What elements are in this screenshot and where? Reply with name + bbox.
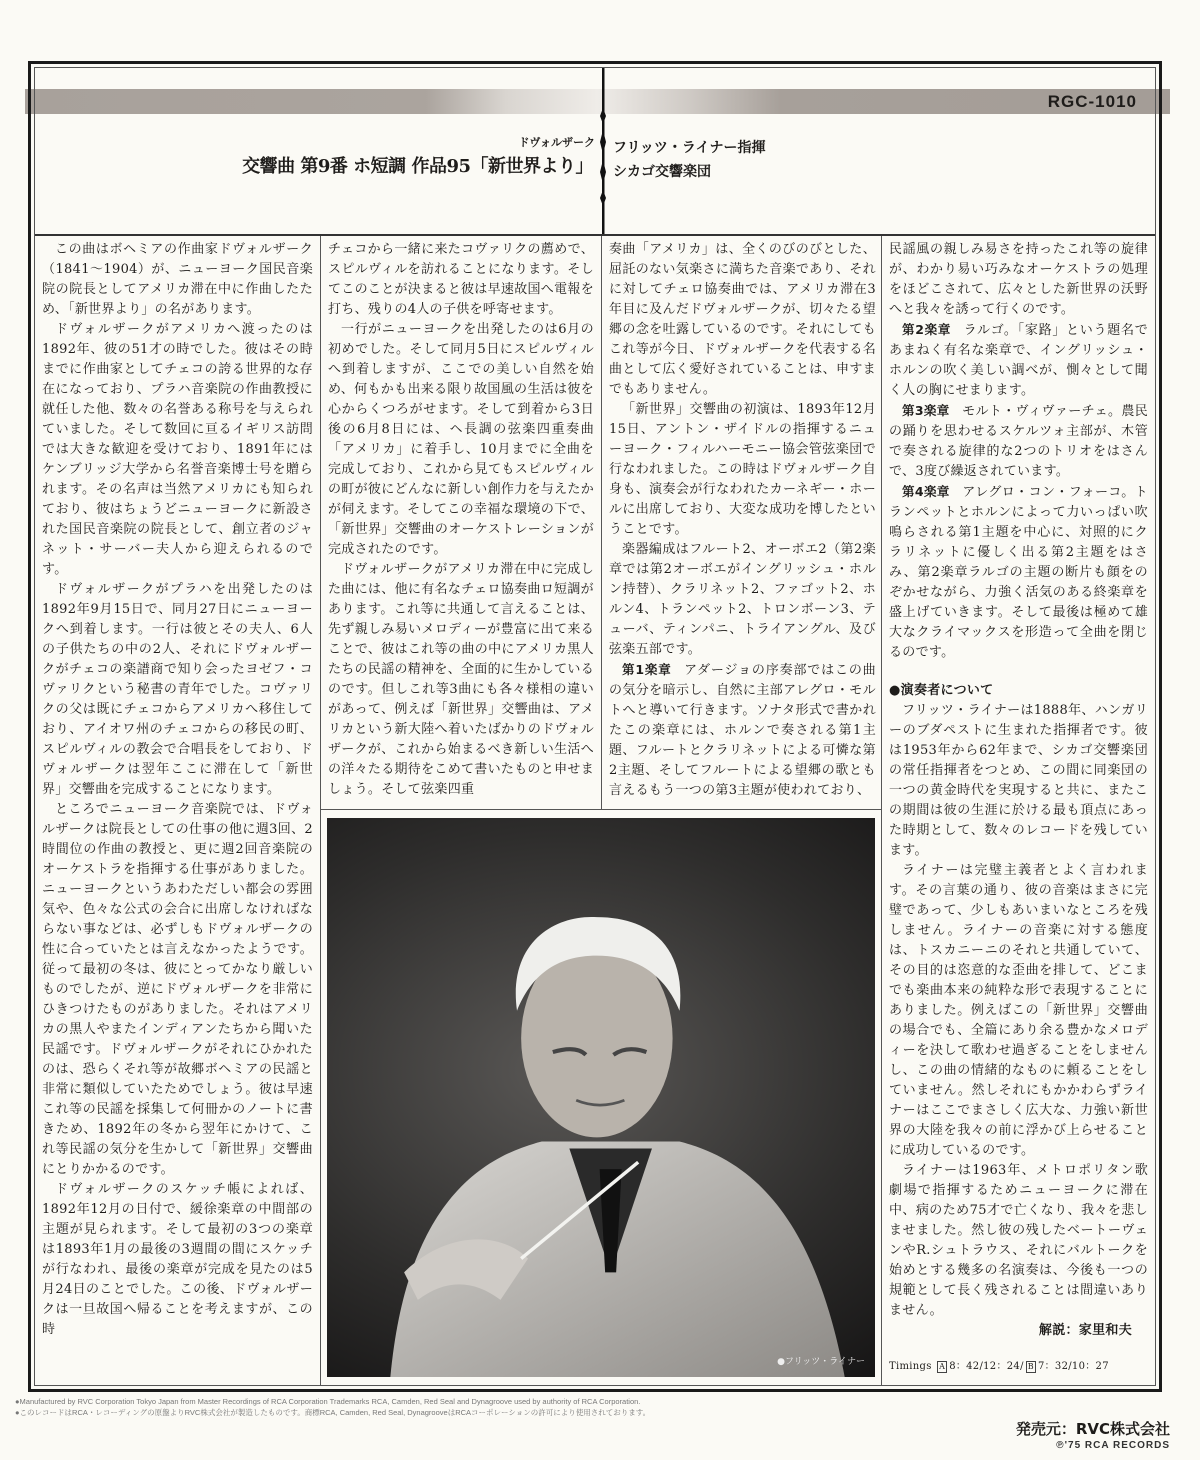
paragraph: 「新世界」交響曲の初演は、1893年12月15日、アントン・ザイドルの指揮するニューヨーク・フィルハーモニー協会管弦楽団で行なわれました。この時はドヴォルザーク自身も、演奏会が行なわれたカーネギー・ホールに出席しており、大変な成功を博したということです。 <box>609 402 876 537</box>
paragraph: 一行がニューヨークを出発したのは6月の初めでした。そして同月5日にスピルヴィルへ到着しますが、ここでの美しい自然を始め、何もかも出来る限り故国風の生活は彼を心からくつろがせます。そして到着から3日後の6月8日には、ヘ長調の弦楽四重奏曲「アメリカ」に着手し、10月までに全曲を完成しており、これから見てもスピルヴィルの町が彼にどんなに新しい創作力を与えたかが伺えます。そしてこの幸福な環境の下で、「新世界」交響曲のオーケストレーションが完成されたのです。 <box>328 322 595 557</box>
orchestra: シカゴ交響楽団 <box>613 164 711 180</box>
notes-column-3 <box>602 236 883 809</box>
movement-text: モルト・ヴィヴァーチェ。農民の踊りを思わせるスケルツォ主部が、木管で奏される旋律的な2つのトリオをはさんで、3度び繰返されています。 <box>889 404 1148 479</box>
copyright: ℗'75 RCA RECORDS <box>1056 1440 1170 1451</box>
photo-caption: ●フリッツ・ライナー <box>777 1357 865 1367</box>
catalog-number: RGC-1010 <box>1047 92 1137 111</box>
ornamental-divider <box>600 68 606 234</box>
conductor: フリッツ・ライナー指揮 <box>613 140 766 156</box>
movement-text: アレグロ・コン・フォーコ。トランペットとホルンによって力いっぱい吹鳴らされる第1主題を中心に、対照的にクラリネットに優しく出る第2主題をはさみ、第2楽章ラルゴの主題の断片も顔をのぞかせながら、力強く活気のある終楽章を盛上げていきます。そして最後は極めて雄大なクライマックスを形造って全曲を閉じるのです。 <box>889 485 1148 660</box>
paragraph: 奏曲「アメリカ」は、全くのびのびとした、屈託のない気楽さに満ちた音楽であり、それに対してチェロ協奏曲では、アメリカ滞在3年目に及んだドヴォルザークが、切々たる望郷の念を吐露しているのです。それにしてもこれ等が今日、ドヴォルザークを代表する名曲として広く愛好されていることは、申すまでもありません。 <box>609 242 876 397</box>
title-header <box>35 68 1155 236</box>
notes-column-4 <box>882 236 1155 1385</box>
side-b-badge: B <box>1027 1362 1034 1371</box>
middle-columns <box>321 236 881 810</box>
timings-label: Timings <box>889 1361 932 1372</box>
notes-body <box>35 236 1155 1385</box>
paragraph: ドヴォルザークがアメリカ滞在中に完成した曲には、他に有名なチェロ協奏曲ロ短調があります。これ等に共通して言えることは、先ず親しみ易いメロディーが豊富に出て来ることで、彼はこれ等の曲の中にアメリカ黒人たちの民謡の精神を、全面的に生かしているのです。但しこれ等3曲にも各々様相の違いがあって、例えば「新世界」交響曲は、アメリカという新大陸へ着いたばかりのドヴォルザークが、これから始まるべき新しい生活への洋々たる期待をこめて書いたものと申せましょう。そして弦楽四重 <box>328 562 595 797</box>
inner-frame <box>34 67 1156 1386</box>
paragraph: ドヴォルザークがプラハを出発したのは1892年9月15日で、同月27日にニューヨークへ到着します。一行は彼とその夫人、6人の子供たちの中の2人、それにドヴォルザークがチェコの楽譜商で知り会ったヨゼフ・コヴァリクという秘書の青年でした。コヴァリクの父は既にチェコからアメリカへ移住しており、アイオワ州のチェコからの移民の町、スピルヴィルの教会で合唱長をしており、ドヴォルザークは翌年ここに滞在して「新世界」交響曲を完成することになります。 <box>42 582 313 797</box>
movement-text: アダージョの序奏部ではこの曲の気分を暗示し、自然に主部アレグロ・モルトへと導いて行きます。ソナタ形式で書かれたこの楽章には、ホルンで奏される第1主題、フルートとクラリネットによる可憐な第2主題、そしてフルートによる望郷の歌とも言えるもう一つの第3主題が使われており、 <box>609 663 876 798</box>
paragraph: この曲はボヘミアの作曲家ドヴォルザーク（1841〜1904）が、ニューヨーク国民音楽院の院長としてアメリカ滞在中に作曲したため、「新世界より」の名があります。 <box>42 242 313 317</box>
movement-text: ラルゴ。「家路」という題名であまねく有名な楽章で、イングリッシュ・ホルンの吹く美しい調べが、惻々として聞く人の胸にせまります。 <box>889 323 1148 398</box>
paragraph: ドヴォルザークのスケッチ帳によれば、1892年12月の日付で、緩徐楽章の中間部の主題が見られます。そして最初の3つの楽章は1893年1月の最後の3週間の間にスケッチが行なわれ、最後の楽章が完成を見たのは5月24日のことでした。この後、ドヴォルザークは一旦故国へ帰ることを考えますが、この時 <box>42 1182 313 1337</box>
movement-3-paragraph <box>889 401 1148 482</box>
movement-label: 第1楽章 <box>622 662 672 677</box>
movement-2-paragraph <box>889 320 1148 401</box>
photo-area <box>321 810 881 1385</box>
publisher: 発売元：RVC株式会社 <box>1015 1420 1170 1438</box>
paragraph: ライナーは完璧主義者とよく言われます。その言葉の通り、彼の音楽はまさに完璧であって、少しもあいまいなところを残しません。ライナーの音楽に対する態度は、トスカニーニのそれと共通していて、その目的は恣意的な歪曲を排して、どこまでも楽曲本来の純粋な形で表現することにありました。例えばこの「新世界」交響曲の場合でも、全篇にあり余る豊かなメロディーを決して歌わせ過ぎることをしませんし、この曲の情緒的なものに頼ることをしていません。然しそれにもかかわらずライナーはここでまさしく広大な、力強い新世界の大陸を我々の前に浮かび上らせることに成功しているのです。 <box>889 863 1148 1158</box>
movement-1-paragraph <box>609 660 876 801</box>
publisher-block <box>15 1420 1185 1452</box>
movement-label: 第2楽章 <box>902 322 952 337</box>
paragraph: ところでニューヨーク音楽院では、ドヴォルザークは院長としての仕事の他に週3回、2時間位の作曲の教授と、更に週2回音楽院のオーケストラを指揮する仕事がありました。ニューヨークというあわただしい都会の雰囲気や、色々な公式の会合に出席しなければならない事などは、必ずしもドヴォルザークの性に合っていたとは言えなかったようです。従って最初の冬は、彼にとってかなり厳しいものでしたが、逆にドヴォルザークを非常にひきつけたものがありました。それはアメリカの黒人やまたインディアンたちから聞いた民謡です。ドヴォルザークがそれにひかれたのは、恐らくそれ等が故郷ボヘミアの民謡と非常に類似していたためでしょう。彼は早速これ等の民謡を採集して何冊かのノートに書きため、1892年の冬から翌年にかけて、これ等民謡の気分を生かして「新世界」交響曲にとりかかるのです。 <box>42 802 313 1177</box>
side-b-times: 7：32/10：27 <box>1037 1361 1109 1372</box>
side-a-badge: A <box>939 1362 946 1371</box>
paragraph: 楽器編成はフルート2、オーボエ2（第2楽章では第2オーボエがイングリッシュ・ホルン持替）、クラリネット2、ファゴット2、ホルン4、トランペット2、トロンボーン3、テューバ、ティンパニ、トライアングル、及び弦楽五部です。 <box>609 542 876 657</box>
conductor-photo <box>327 818 875 1377</box>
movement-label: 第3楽章 <box>902 403 950 418</box>
notes-column-2 <box>321 236 602 809</box>
section-heading: ●演奏者について <box>889 683 994 698</box>
paragraph: チェコから一緒に来たコヴァリクの薦めで、スピルヴィルを訪れることになります。そしてこのことが決まると彼は早速故国へ電報を打ち、残りの4人の子供を呼寄せます。 <box>328 242 595 317</box>
paragraph: 民謡風の親しみ易さを持ったこれ等の旋律が、わかり易い巧みなオーケストラの処理をほどこされて、広々とした新世界の沃野へと我々を誘って行くのです。 <box>889 242 1148 317</box>
notes-column-1 <box>35 236 320 1385</box>
footer <box>15 1392 1185 1460</box>
author-credit: 解説：家里和夫 <box>1038 1323 1132 1338</box>
middle-section <box>320 236 882 1385</box>
movement-4-paragraph <box>889 482 1148 663</box>
work-title: 交響曲 第9番 ホ短調 作品95「新世界より」 <box>242 156 593 177</box>
manufacturing-notice-en: ●Manufactured by RVC Corporation Tokyo Japan from Master Recordings of RCA Corporation Trademarks RCA, Camden, Red Seal and Dynagroove used by authority of RCA Corporation. <box>15 1397 641 1406</box>
side-a-times: 8：42/12：24/ <box>949 1361 1024 1372</box>
manufacturing-notice-ja: ●このレコードはRCA・レコーディングの原盤よりRVC株式会社が製造したものです。商標RCA, Camden, Red Seal, DynagrooveはRCAコーポレーションの許可により使用されております。 <box>15 1408 651 1417</box>
liner-notes-frame <box>28 61 1162 1392</box>
paragraph: フリッツ・ライナーは1888年、ハンガリーのブダペストに生まれた指揮者です。彼は1953年から62年まで、シカゴ交響楽団の常任指揮者をつとめ、この間に同楽団の一つの黄金時代を実現すると共に、またこの期間は彼の生涯に於ける最も頂点にあった時期として、数々のレコードを残しています。 <box>889 703 1148 858</box>
conductor-portrait-image <box>327 818 875 1377</box>
movement-label: 第4楽章 <box>902 484 950 499</box>
composer-name: ドヴォルザーク <box>518 136 595 149</box>
paragraph: ドヴォルザークがアメリカへ渡ったのは1892年、彼の51才の時でした。彼はその時までに作曲家としてチェコの誇る世界的な存在になっており、プラハ音楽院の作曲教授に就任した他、数々の名誉ある称号を与えられていました。そして数回に亘るイギリス訪問では大きな歓迎を受けており、1891年にはケンブリッジ大学から名誉音楽博士号を贈られます。その名声は当然アメリカにも知られており、彼はちょうどニューヨークに新設された国民音楽院の院長として、創立者のジャネット・サーバー夫人から迎えられるのです。 <box>42 322 313 577</box>
timings <box>889 1357 1148 1377</box>
paragraph: ライナーは1963年、メトロポリタン歌劇場で指揮するためニューヨークに滞在中、病のため75才で亡くなり、我々を悲しませました。然し彼の残したベートーヴェンやR.シュトラウス、それにバルトークを始めとする幾多の名演奏は、今後も一つの規範として長く残されることは間違いありません。 <box>889 1163 1148 1318</box>
